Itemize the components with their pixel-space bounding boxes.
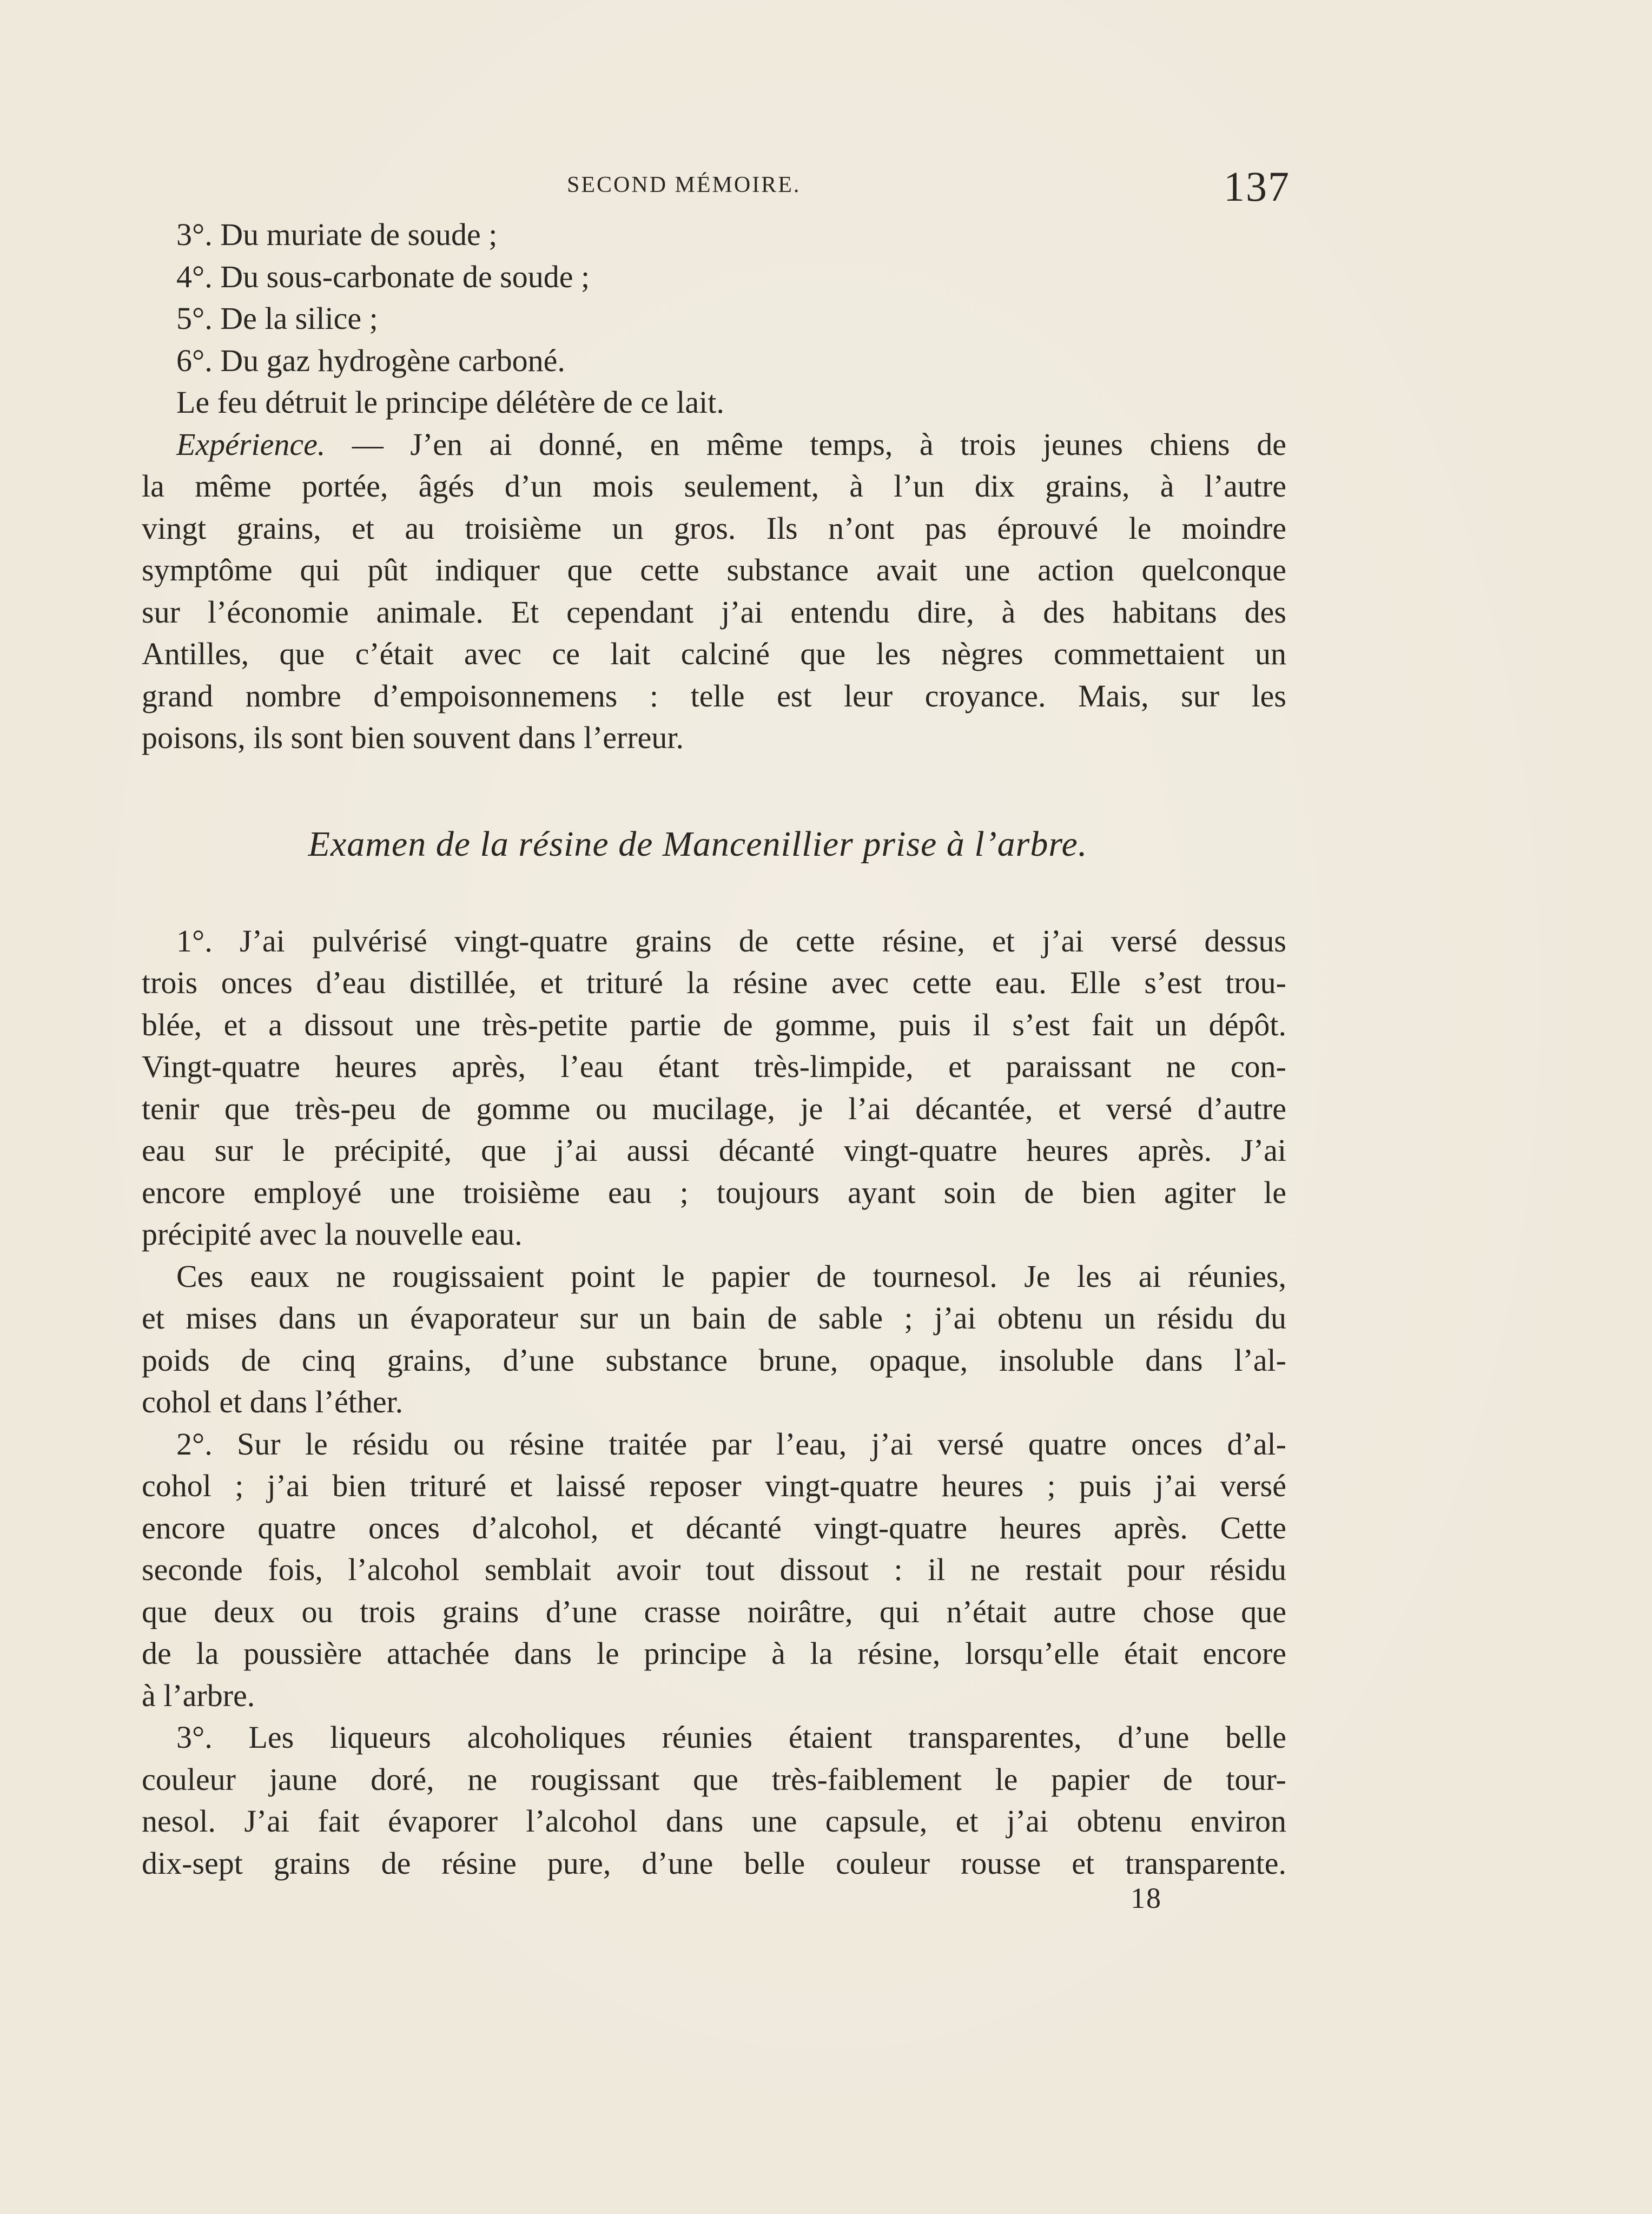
paragraph-line: 2°. Sur le résidu ou résine traitée par l’eau, j’ai versé quatre onces d’al-: [176, 1426, 1286, 1462]
paragraph-line: trois onces d’eau distillée, et trituré la résine avec cette eau. Elle s’est trou-: [142, 965, 1286, 1000]
paragraph-line: précipité avec la nouvelle eau.: [142, 1217, 523, 1252]
paragraph-line: que deux ou trois grains d’une crasse noirâtre, qui n’était autre chose que: [142, 1594, 1286, 1629]
experience-text: — J’en ai donné, en même temps, à trois jeunes chiens de: [325, 426, 1286, 462]
experience-label: Expérience.: [176, 426, 326, 462]
paragraph-line: cohol ; j’ai bien trituré et laissé reposer vingt-quatre heures ; puis j’ai versé: [142, 1468, 1286, 1503]
paragraph-line: 1°. J’ai pulvérisé vingt-quatre grains de cette résine, et j’ai versé dessus: [176, 923, 1286, 959]
paragraph-line: 3°. Les liqueurs alcoholiques réunies étaient transparentes, d’une belle: [176, 1720, 1286, 1755]
paragraph-line: de la poussière attachée dans le principe à la résine, lorsqu’elle était encore: [142, 1636, 1286, 1671]
paragraph-line: cohol et dans l’éther.: [142, 1384, 404, 1419]
experience-line: vingt grains, et au troisième un gros. Ils n’ont pas éprouvé le moindre: [142, 510, 1286, 546]
experience-line: sur l’économie animale. Et cependant j’ai entendu dire, à des habitans des: [142, 594, 1286, 630]
page-number: 137: [1224, 163, 1290, 210]
experience-first-line: [142, 424, 1286, 466]
experience-line: poisons, ils sont bien souvent dans l’erreur.: [142, 720, 684, 755]
page-header: [0, 162, 1652, 211]
paragraph-line: blée, et a dissout une très-petite partie de gomme, puis il s’est fait un dépôt.: [142, 1007, 1286, 1042]
paragraph-line: et mises dans un évaporateur sur un bain de sable ; j’ai obtenu un résidu du: [142, 1300, 1286, 1336]
fire-sentence: Le feu détruit le principe délétère de ce lait.: [176, 385, 724, 420]
paragraph-line: Ces eaux ne rougissaient point le papier de tournesol. Je les ai réunies,: [176, 1258, 1286, 1294]
experience-line: Antilles, que c’était avec ce lait calciné que les nègres commettaient un: [142, 636, 1286, 671]
experience-line: symptôme qui pût indiquer que cette substance avait une action quelconque: [142, 552, 1286, 587]
running-head: SECOND MÉMOIRE.: [567, 173, 801, 197]
paragraph-line: poids de cinq grains, d’une substance brune, opaque, insoluble dans l’al-: [142, 1342, 1286, 1378]
list-item: 5°. De la silice ;: [176, 301, 378, 336]
paragraph-line: dix-sept grains de résine pure, d’une belle couleur rousse et transparente.: [142, 1845, 1286, 1881]
paragraph-line: encore quatre onces d’alcohol, et décanté vingt-quatre heures après. Cette: [142, 1510, 1286, 1545]
list-item: 3°. Du muriate de soude ;: [176, 217, 498, 252]
section-title: Examen de la résine de Mancenillier prise à l’arbre.: [308, 824, 1088, 864]
paragraph-line: seconde fois, l’alcohol semblait avoir tout dissout : il ne restait pour résidu: [142, 1552, 1286, 1587]
paragraph-line: Vingt-quatre heures après, l’eau étant très-limpide, et paraissant ne con-: [142, 1049, 1286, 1084]
signature-mark: 18: [1131, 1882, 1162, 1914]
list-item: 4°. Du sous-carbonate de soude ;: [176, 259, 590, 294]
paragraph-line: nesol. J’ai fait évaporer l’alcohol dans une capsule, et j’ai obtenu environ: [142, 1803, 1286, 1839]
paragraph-line: eau sur le précipité, que j’ai aussi décanté vingt-quatre heures après. J’ai: [142, 1133, 1286, 1168]
experience-line: grand nombre d’empoisonnemens : telle est leur croyance. Mais, sur les: [142, 678, 1286, 713]
paragraph-line: couleur jaune doré, ne rougissant que très-faiblement le papier de tour-: [142, 1761, 1286, 1797]
paragraph-line: à l’arbre.: [142, 1677, 255, 1713]
paragraph-line: encore employé une troisième eau ; toujours ayant soin de bien agiter le: [142, 1174, 1286, 1210]
paragraph-line: tenir que très-peu de gomme ou mucilage, je l’ai décantée, et versé d’autre: [142, 1091, 1286, 1126]
body-text: [142, 214, 1286, 1884]
experience-line: la même portée, âgés d’un mois seulement, à l’un dix grains, à l’autre: [142, 468, 1286, 504]
list-item: 6°. Du gaz hydrogène carboné.: [176, 342, 565, 378]
